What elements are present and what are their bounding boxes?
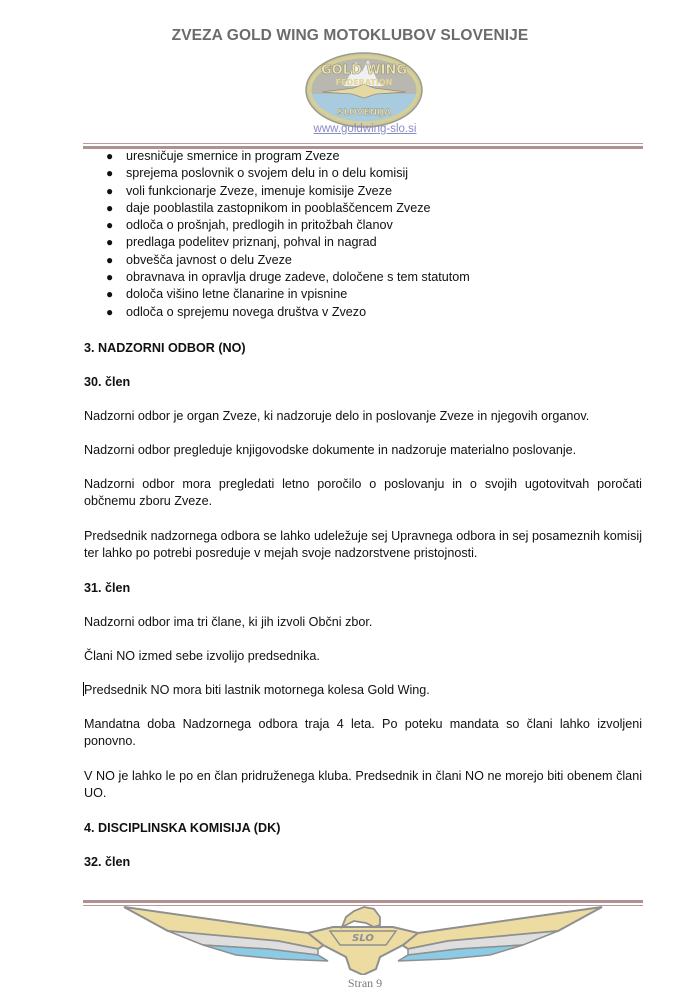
bullet-icon: ●	[106, 304, 114, 319]
paragraph: Nadzorni odbor pregleduje knjigovodske dokumente in nadzoruje materialno poslovanje.	[84, 443, 577, 457]
bullet-icon: ●	[106, 235, 114, 250]
list-item: ● določa višino letne članarine in vpisnine	[106, 287, 348, 302]
bullet-icon: ●	[106, 218, 114, 233]
section-heading-disciplinska-komisija: 4. DISCIPLINSKA KOMISIJA (DK)	[84, 821, 281, 835]
list-item: ● sprejema poslovnik o svojem delu in o delu komisij	[106, 166, 409, 181]
bullet-icon: ●	[106, 200, 114, 215]
paragraph: Člani NO izmed sebe izvolijo predsednika.	[84, 649, 320, 663]
eagle-wings-emblem	[118, 905, 608, 975]
page-number: Stran 9	[347, 976, 383, 990]
bullet-icon: ●	[106, 270, 114, 285]
paragraph: Nadzorni odbor ima tri člane, ki jih izvoli Občni zbor.	[84, 615, 373, 629]
logo-text-slovenija: SLOVENIJA	[337, 108, 391, 118]
paragraph: Nadzorni odbor je organ Zveze, ki nadzoruje delo in poslovanje Zveze in njegovih organov.	[84, 409, 590, 423]
bullet-icon: ●	[106, 183, 114, 198]
article-31-title: 31. člen	[84, 581, 131, 595]
bullet-list-section	[84, 148, 642, 321]
emblem-text-slo: SLO	[352, 933, 374, 944]
bullet-icon: ●	[106, 166, 114, 181]
list-item: ● obravnava in opravlja druge zadeve, določene s tem statutom	[106, 270, 470, 285]
article-32-title: 32. člen	[84, 855, 131, 869]
list-item: ● uresničuje smernice in program Zveze	[106, 149, 340, 163]
list-item: ● odloča o prošnjah, predlogih in pritožbah članov	[106, 218, 393, 233]
list-item: ● obvešča javnost o delu Zveze	[106, 252, 292, 267]
bullet-icon: ●	[106, 287, 114, 302]
list-item: ● voli funkcionarje Zveze, imenuje komisije Zveze	[106, 183, 392, 198]
list-item: ● predlaga podelitev priznanj, pohval in nagrad	[106, 235, 377, 250]
paragraph: V NO je lahko le po en član pridruženega kluba. Predsednik in člani NO ne morejo biti obenem člani UO.	[84, 769, 642, 800]
logo-text-goldwing: GOLD WING	[320, 63, 408, 78]
paragraph-with-caret[interactable]: Predsednik NO mora biti lastnik motornega kolesa Gold Wing.	[84, 683, 430, 697]
header-title: ZVEZA GOLD WING MOTOKLUBOV SLOVENIJE	[171, 27, 529, 44]
bullet-icon: ●	[106, 252, 114, 267]
bullet-icon: ●	[106, 149, 114, 163]
list-item: ● odloča o sprejemu novega društva v Zvezo	[106, 304, 367, 319]
duties-list	[84, 148, 642, 321]
logo-text-federation: FEDERATION	[335, 78, 393, 87]
paragraph: Predsednik nadzornega odbora se lahko udeležuje sej Upravnega odbora in sej posameznih komisij ter lahko po potrebi posreduje v mejah svoje nadzorstvene pristojnosti.	[84, 529, 642, 560]
goldwing-federation-logo	[304, 52, 424, 128]
paragraph: Mandatna doba Nadzornega odbora traja 4 leta. Po poteku mandata so člani lahko izvoljeni ponovno.	[84, 717, 642, 748]
website-link[interactable]: www.goldwing-slo.si	[313, 123, 417, 135]
section-heading-nadzorni-odbor: 3. NADZORNI ODBOR (NO)	[84, 341, 246, 355]
paragraph: Nadzorni odbor mora pregledati letno poročilo o poslovanju in o svojih ugotovitvah poročati občnemu zboru Zveze.	[84, 477, 642, 508]
article-30-title: 30. člen	[84, 375, 131, 389]
list-item: ● daje pooblastila zastopnikom in pooblaščencem Zveze	[106, 200, 431, 215]
